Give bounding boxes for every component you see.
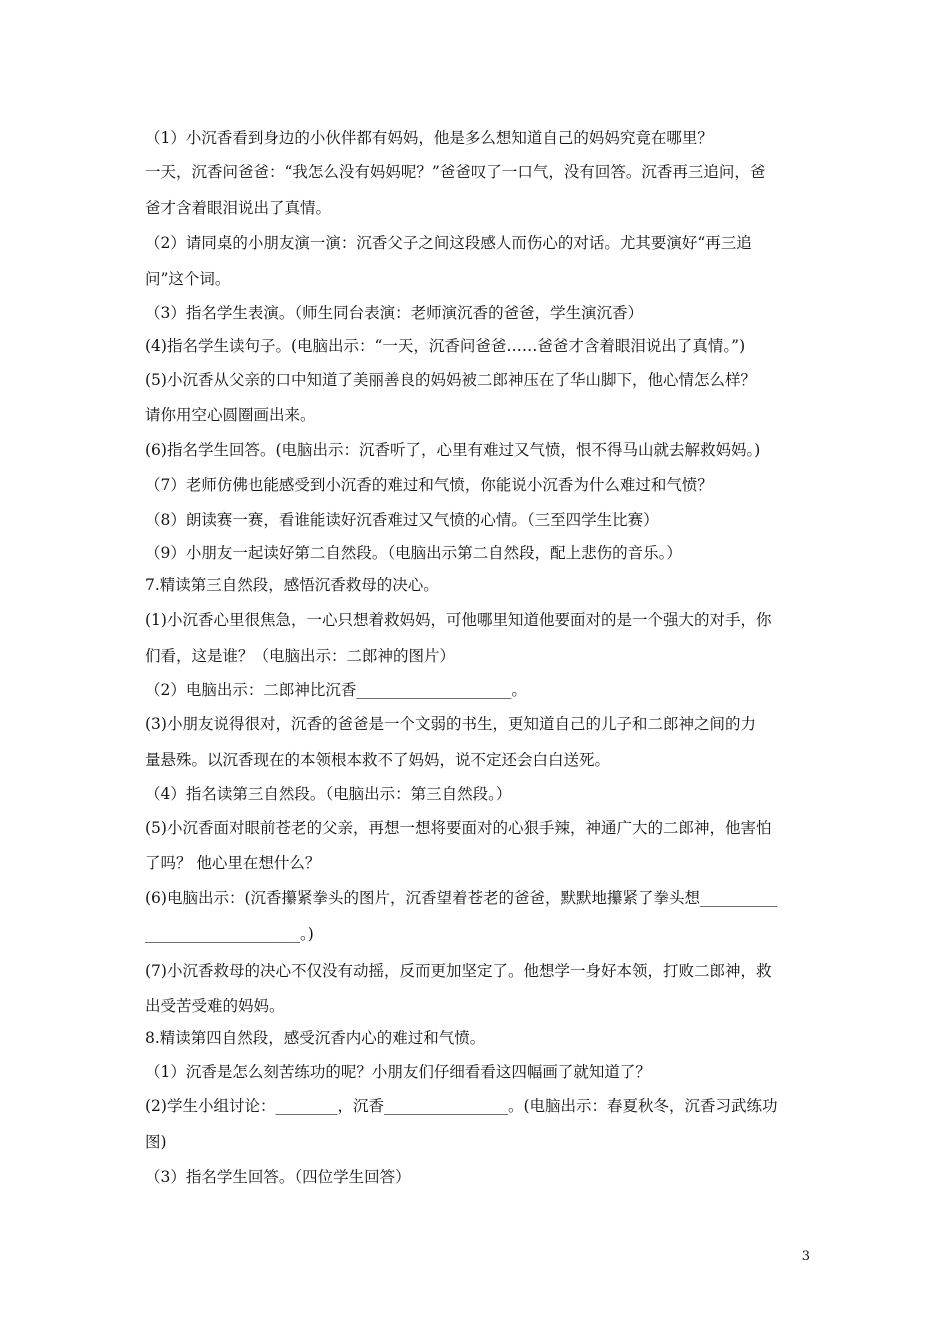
text-line: （1）小沉香看到身边的小伙伴都有妈妈，他是多么想知道自己的妈妈究竟在哪里？: [145, 129, 713, 147]
text-line: 一天，沉香问爸爸：“我怎么没有妈妈呢？”爸爸叹了一口气，没有回答。沉香再三追问，爸: [145, 163, 766, 181]
text-line: 们看，这是谁？（电脑出示：二郎神的图片）: [145, 647, 456, 665]
text-line: 出受苦受难的妈妈。: [145, 997, 285, 1015]
text-line: （9）小朋友一起读好第二自然段。（电脑出示第二自然段，配上悲伤的音乐。）: [145, 544, 682, 562]
section-heading: 7.精读第三自然段，感悟沉香救母的决心。: [145, 576, 439, 594]
text-line: (7)小沉香救母的决心不仅没有动摇，反而更加坚定了。他想学一身好本领，打败二郎神，救: [145, 962, 772, 980]
text-line: (4)指名学生读句子。(电脑出示：“一天，沉香问爸爸……爸爸才含着眼泪说出了真情。”): [145, 337, 746, 355]
text-line: ____________________。): [145, 925, 314, 943]
text-line: 爸才含着眼泪说出了真情。: [145, 199, 332, 217]
text-line: （2）电脑出示：二郎神比沉香____________________。: [145, 681, 527, 699]
text-line: (3)小朋友说得很对，沉香的爸爸是一个文弱的书生，更知道自己的儿子和二郎神之间的力: [145, 715, 756, 733]
text-line: 问”这个词。: [145, 270, 231, 288]
text-line: （3）指名学生表演。（师生同台表演：老师演沉香的爸爸，学生演沉香）: [145, 304, 644, 322]
text-line: (5)小沉香从父亲的口中知道了美丽善良的妈妈被二郎神压在了华山脚下，他心情怎么样？: [145, 371, 756, 389]
text-line: （4）指名读第三自然段。（电脑出示：第三自然段。）: [145, 785, 512, 803]
text-line: (1)小沉香心里很焦急，一心只想着救妈妈，可他哪里知道他要面对的是一个强大的对手，你: [145, 611, 772, 629]
text-line: (6)指名学生回答。(电脑出示：沉香听了，心里有难过又气愤，恨不得马山就去解救妈妈。): [145, 441, 761, 459]
text-line: （1）沉香是怎么刻苦练功的呢？小朋友们仔细看看这四幅画了就知道了？: [145, 1063, 651, 1081]
text-line: （2）请同桌的小朋友演一演：沉香父子之间这段感人而伤心的对话。尤其要演好“再三追: [145, 234, 752, 252]
text-line: （7）老师仿佛也能感受到小沉香的难过和气愤，你能说小沉香为什么难过和气愤？: [145, 476, 713, 494]
section-heading: 8.精读第四自然段，感受沉香内心的难过和气愤。: [145, 1029, 486, 1047]
text-line: 了吗？ 他心里在想什么？: [145, 854, 321, 872]
text-line: 图): [145, 1133, 167, 1151]
text-line: 请你用空心圆圈画出来。: [145, 406, 316, 424]
text-line: (6)电脑出示：(沉香攥紧拳头的图片，沉香望着苍老的爸爸，默默地攥紧了拳头想__________: [145, 889, 778, 907]
page-number: 3: [801, 1249, 810, 1264]
text-line: （3）指名学生回答。（四位学生回答）: [145, 1168, 411, 1186]
text-line: (5)小沉香面对眼前苍老的父亲，再想一想将要面对的心狠手辣，神通广大的二郎神，他害怕: [145, 819, 772, 837]
text-line: 量悬殊。以沉香现在的本领根本救不了妈妈，说不定还会白白送死。: [145, 751, 611, 769]
text-line: (2)学生小组讨论：________，沉香________________。(电脑出示：春夏秋冬，沉香习武练功: [145, 1097, 778, 1115]
text-line: （8）朗读赛一赛，看谁能读好沉香难过又气愤的心情。（三至四学生比赛）: [145, 511, 659, 529]
